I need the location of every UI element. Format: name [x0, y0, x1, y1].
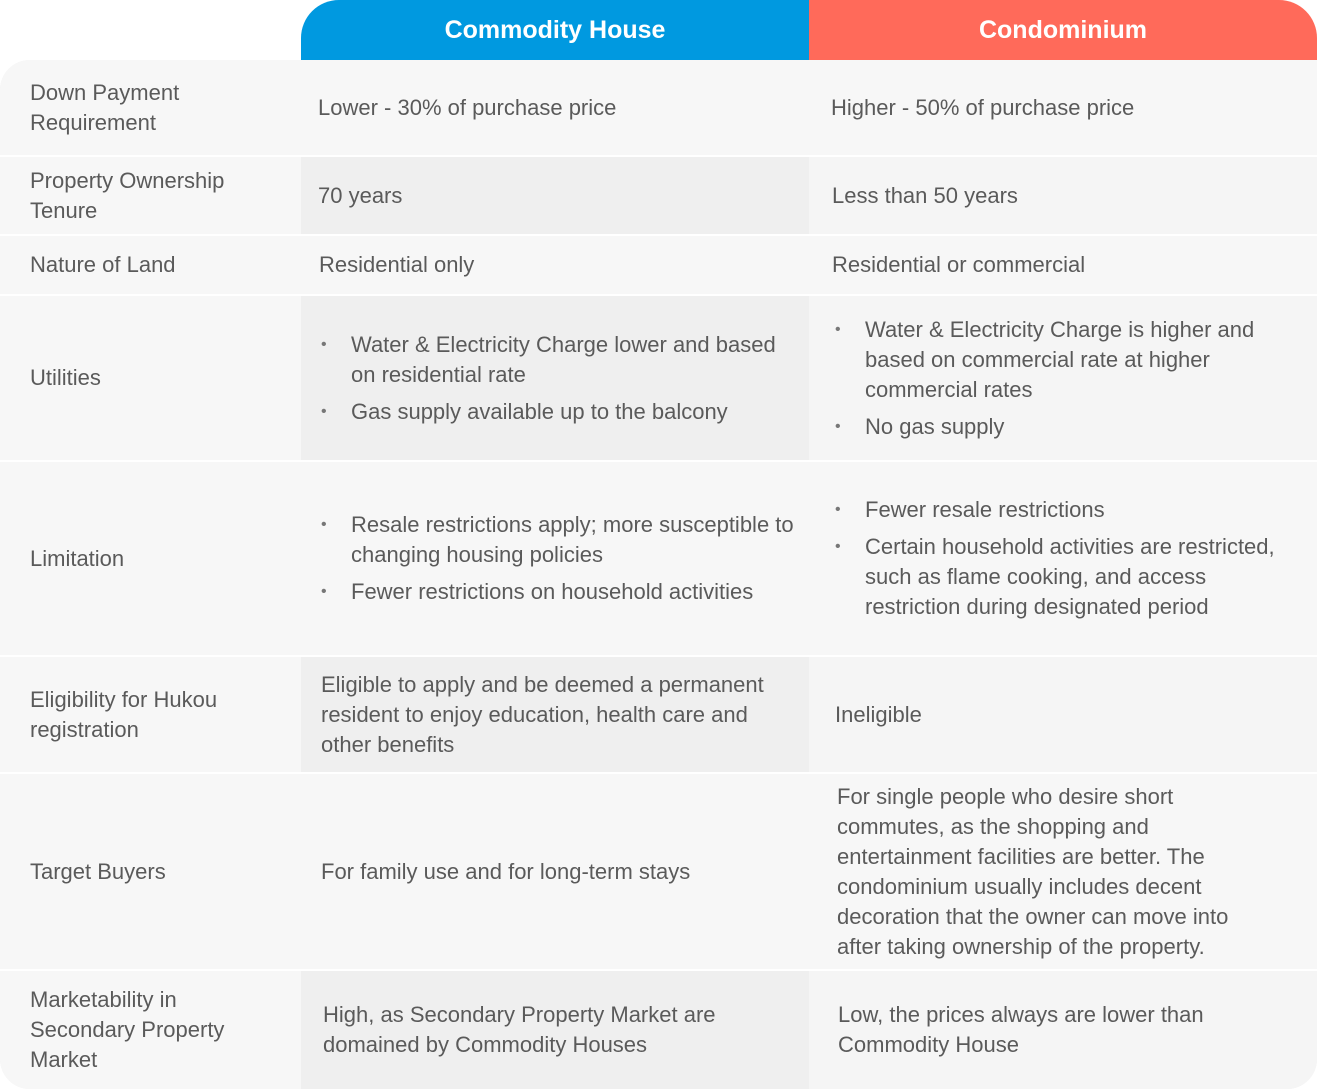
table-row-marketability — [0, 971, 1317, 1089]
condo-cell — [809, 296, 1317, 460]
commodity-cell: High, as Secondary Property Market are domained by Commodity Houses — [301, 971, 809, 1089]
list-item: • No gas supply — [832, 412, 1299, 442]
commodity-limitation-list — [318, 510, 799, 607]
commodity-cell — [301, 296, 809, 460]
list-item: • Water & Electricity Charge lower and based on residential rate — [318, 330, 799, 390]
header-condominium: Condominium — [809, 0, 1317, 60]
row-label: Nature of Land — [0, 236, 301, 294]
commodity-cell: For family use and for long-term stays — [301, 774, 809, 969]
condo-limitation-list — [832, 495, 1299, 622]
header-commodity-house: Commodity House — [301, 0, 809, 60]
commodity-cell: 70 years — [301, 157, 809, 234]
row-label: Limitation — [0, 462, 301, 655]
list-item: • Water & Electricity Charge is higher and based on commercial rate at higher commercial rates — [832, 315, 1299, 405]
commodity-cell: Residential only — [301, 236, 809, 294]
row-label: Utilities — [0, 296, 301, 460]
row-label: Down Payment Requirement — [0, 60, 301, 155]
commodity-cell: Lower - 30% of purchase price — [301, 60, 809, 155]
condo-cell: Less than 50 years — [809, 157, 1317, 234]
condo-cell: Residential or commercial — [809, 236, 1317, 294]
table-row-limitation — [0, 462, 1317, 655]
condo-cell: Ineligible — [809, 657, 1317, 772]
row-label: Eligibility for Hukou registration — [0, 657, 301, 772]
table-row-hukou — [0, 657, 1317, 772]
condo-cell: Higher - 50% of purchase price — [809, 60, 1317, 155]
list-item: • Fewer resale restrictions — [832, 495, 1299, 525]
condo-cell — [809, 462, 1317, 655]
list-item: • Resale restrictions apply; more susceptible to changing housing policies — [318, 510, 799, 570]
row-label: Target Buyers — [0, 774, 301, 969]
list-item: • Certain household activities are restricted, such as flame cooking, and access restriction during designated period — [832, 532, 1299, 622]
condo-cell: For single people who desire short commutes, as the shopping and entertainment facilities are better. The condominium usually includes decent decoration that the owner can move into after taking ownership of the property. — [809, 774, 1317, 969]
table-row-down-payment — [0, 60, 1317, 155]
table-row-ownership-tenure — [0, 157, 1317, 234]
row-label: Marketability in Secondary Property Market — [0, 971, 301, 1089]
list-item: • Fewer restrictions on household activities — [318, 577, 799, 607]
table-row-utilities — [0, 296, 1317, 460]
table-body — [0, 60, 1317, 1089]
condo-cell: Low, the prices always are lower than Commodity House — [809, 971, 1317, 1089]
commodity-utilities-list — [318, 330, 799, 427]
row-label: Property Ownership Tenure — [0, 157, 301, 234]
commodity-cell: Eligible to apply and be deemed a permanent resident to enjoy education, health care and other benefits — [301, 657, 809, 772]
table-row-target-buyers — [0, 774, 1317, 969]
table-row-nature-of-land — [0, 236, 1317, 294]
list-item: • Gas supply available up to the balcony — [318, 397, 799, 427]
condo-utilities-list — [832, 315, 1299, 442]
commodity-cell — [301, 462, 809, 655]
